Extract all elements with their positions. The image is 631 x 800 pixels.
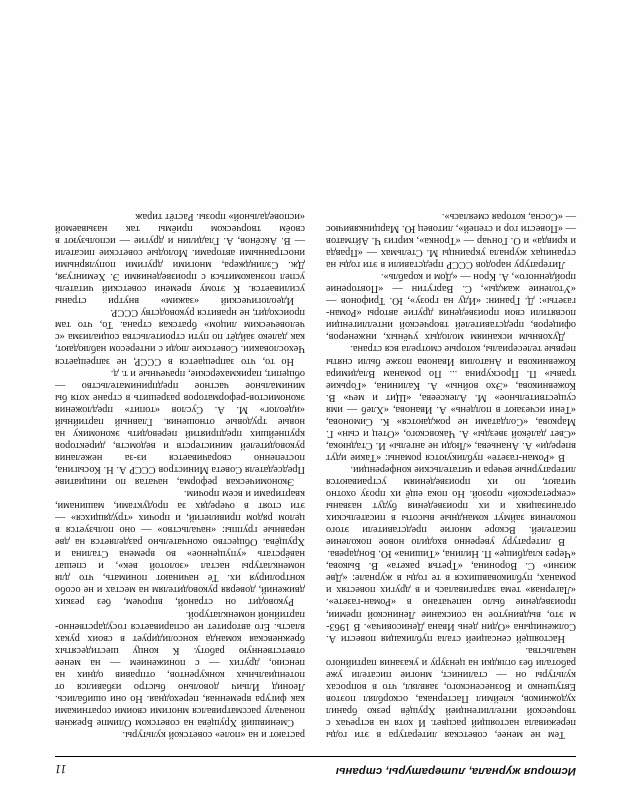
paragraph: Руководит он страной, впрочем, без резких движений, доверяя руководителям на местах и не особо контролируя их. Те начинают понимать, что для номенклатуры настал «золотой век», и спешат навёрстать «упущенное» во времена Сталина и Хрущёва. Общество окончательно разделяется на две неравные группы: «начальство» — оно пользуется в целом рядом привилегий, и прочих «трудящихся» — эти стоят в очередях за продуктами, машинами, квартирами и всем прочим.: [55, 488, 305, 608]
two-column-text-body: [55, 210, 576, 740]
column-right: [326, 210, 576, 740]
paragraph: В «Роман-газете» публикуются романы: «Такие идут впереди» А. Ананьева, «Люди не ангелы» И. Стаднюка, «Свет далёкой звезды» А. Чаковского, «Отец и сын» Г. Маркова, «Солдатами не рождаются» К. Симонова, «Тени исчезают в полдень» А. Иванова, «Хлеб — имя существительное» М. Алексеева, «Щит и меч» В. Кожевникова, «Эхо войны» А. Калинина, «Горькие травы» П. Проскурина ... По романам Владимира Кожевникова и Анатолия Иванова позже были сняты первые телесериалы, которые смотрела вся страна.: [326, 343, 576, 463]
paragraph: Идеологический «зажим» внутри страны усиливается. К этому времени советский читатель успел познакомиться с произведениями Э. Хемингуэя, Дж. Сэлинджера, многими другими популярными иностранными авторами. Молодые советские писатели — В. Аксёнов, А. Гладилин и другие — используют в своём творческом приёмы так называемой «исповедальной» прозы. Растёт тираж: [55, 210, 305, 307]
paragraph: Настоящей сенсацией стала публикация повести А. Солженицына «Один день Ивана Денисовича». В 1963-м это, выдвинутое на соискание Ленинской премии, произведение было напечатано в «Роман-газете». «Лагерная» тема затрагивалась и в других повестях и романах, публиковавшихся в те годы в журнале: «Две жизни» С. Воронина, «Третья ракета» В. Быкова, «Через кладбище» П. Нилина, «Тишина» Ю. Бондарева.: [326, 548, 576, 644]
paragraph: Тем не менее, советская литература в эти годы переживала настоящий расцвет. И хотя на встречах с творческой интеллигенцией Хрущёв резко бранил художников, клеймил Пастернака, оскорблял поэтов Евтушенко и Вознесенского, заявлял, что в вопросах культуры он — сталинист, многие писатели уже работали без оглядки на цензуру и указания партийного начальства.: [326, 644, 576, 740]
footer-divider-rule: [55, 756, 576, 757]
paragraph: Сменивший Хрущёва на советском Олимпе Брежнев поначалу рассматривался многими своими соратниками как фигура временная, переходная. Но они ошибались. Леонид Ильич довольно быстро избавился от потенциальных конкурентов, отправив одних на пенсию, других — с понижением — на менее ответственную работу. К концу шестидесятых брежневская команда консолидирует в своих руках власть. Его авторитет не оспаривается государственно-партийной номенклатурой.: [55, 608, 305, 728]
paragraph: Экономическая реформа, начатая по инициативе Председателя Совета Министров СССР А. Н. Косыгина, постепенно сворачивается из-за нежелания руководителей министерств и ведомств, директоров крупнейших предприятий переводить экономику на новые трудовые отношения. Главный партийный «идеолог» М. А. Суслов «топит» предложения экономистов-реформаторов разрешить в стране хотя бы минимальное частное предпринимательство — общепит, парикмахерские, прачечные и т. д.: [55, 367, 305, 488]
page-number: 11: [55, 762, 67, 776]
running-title: История журнала, литературы, страны: [335, 765, 576, 777]
page-content-area: [55, 22, 576, 778]
paragraph: растают и на «поле» советской культуры.: [122, 729, 305, 740]
paragraph: Литературу народов СССР представили в эти годы на страницах журнала украинцы М. Стельмах — «Правда и кривда» и О. Гончар — «Тронка», киргиз Ч. Айтматов — «Повести гор и степей», литовец Ю. Марцинкявичюс — «Сосна, которая смеялась».: [326, 210, 576, 271]
column-left: [55, 210, 305, 740]
paragraph: Но то, что запрещается в СССР, не запрещается Чехословакии. Советские люди с интересом наблюдают, как далеко зайдёт по пути строительства социализма «с человеческим лицом» братская страна. То, что там происходит, не нравится руководству СССР.: [55, 307, 305, 367]
paragraph: В литературу уверенно входило новое поколение писателей. Вскоре многие представители этого поколения займут командные высоты в писательских организациях и их произведения будут названы «секретарской» прозой. Но пока ещё их прозу охотно читают, по их произведениям устраиваются литературные вечера и читательские конференции.: [326, 463, 576, 548]
paragraph: Духовным исканиям молодых учёных, инженеров, офицеров, представителей творческой интеллигенции посвятили свои произведения другие авторы «Роман-газеты»: Д. Гранин: «Иду на грозу», Ю. Трифонов — «Утоление жажды», С. Варгутин — «Повторение пройденного», А. Крон — «Дом и корабль».: [326, 271, 576, 343]
running-footer: [55, 748, 576, 778]
